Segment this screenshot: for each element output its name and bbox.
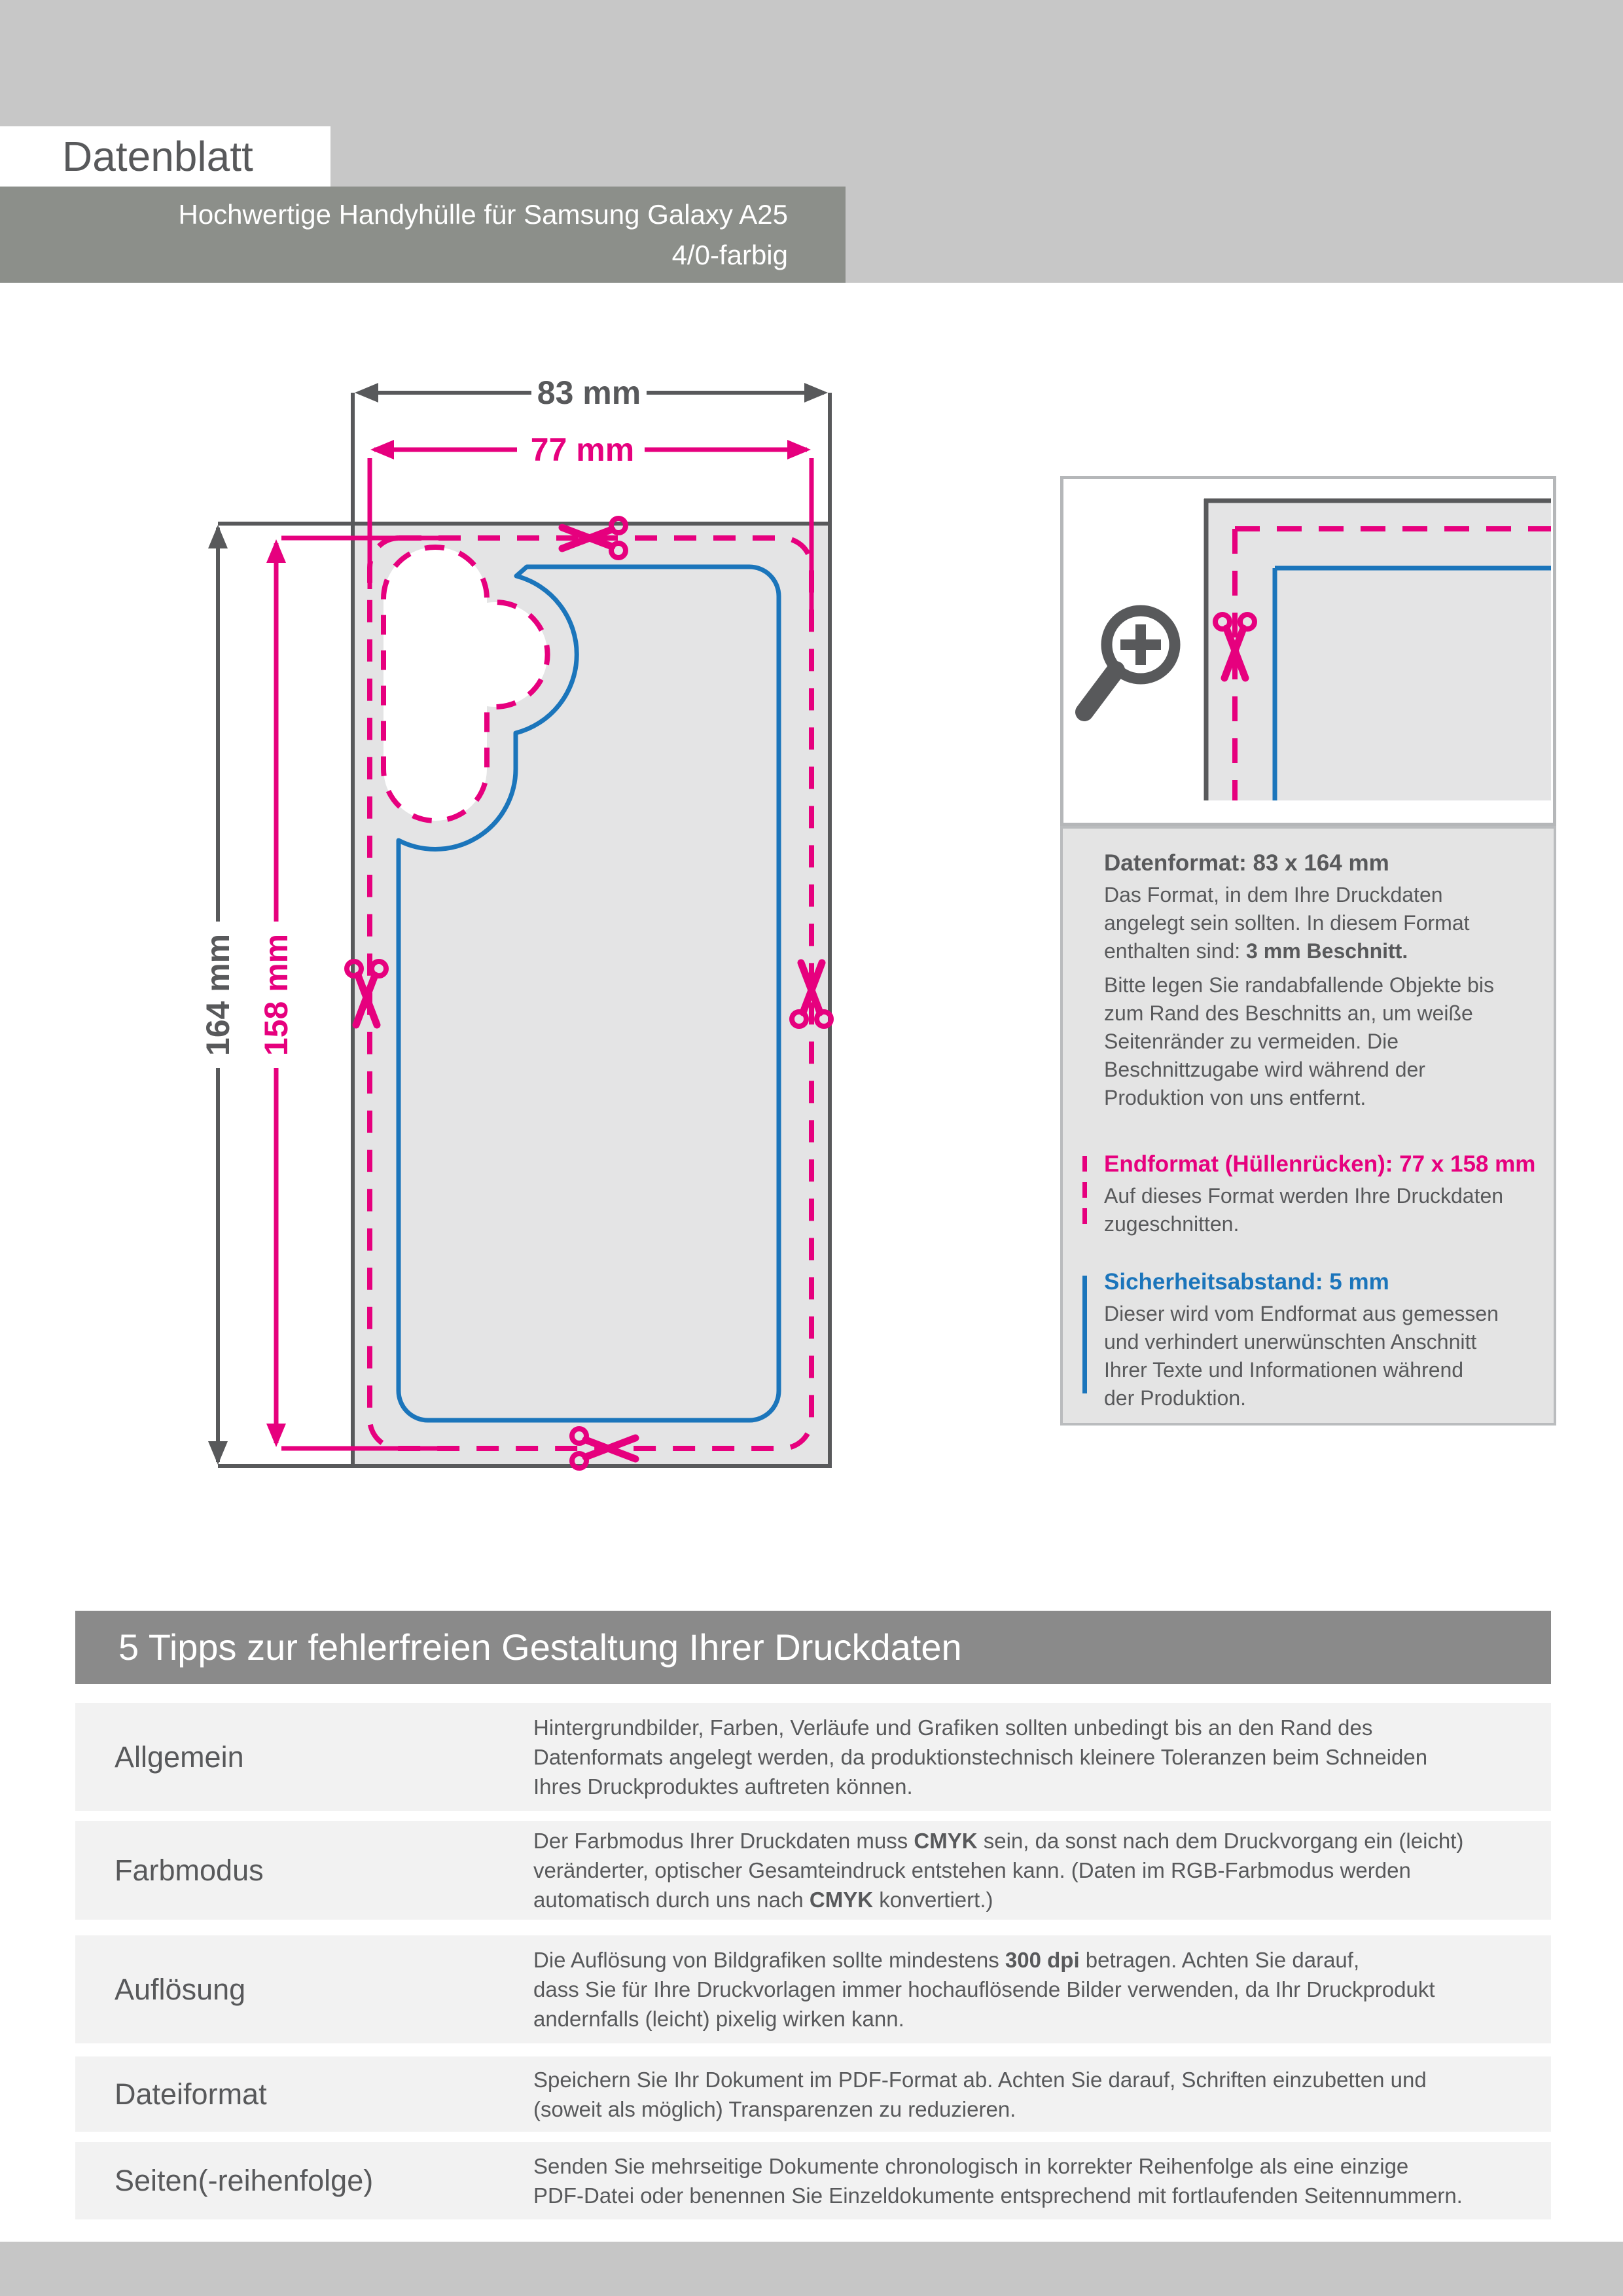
format-border <box>218 393 830 1466</box>
scissors-icon <box>347 961 386 1025</box>
page-title: Datenblatt <box>62 133 253 180</box>
color-config: 4/0-farbig <box>671 240 788 270</box>
tips-title-bar <box>75 1611 1551 1684</box>
tip-row-dateiformat <box>75 2056 1551 2132</box>
tip-row-allgemein <box>75 1703 1551 1811</box>
arrowhead-icon <box>370 440 394 459</box>
footer-band <box>0 2242 1623 2296</box>
tip-text: Speichern Sie Ihr Dokument im PDF-Format ab. Achten Sie darauf, Schriften einzubetten und (soweit als möglich) Transparenzen zu reduzieren. <box>533 2067 1427 2121</box>
datenblatt-title-box <box>0 126 330 187</box>
arrowhead-icon <box>266 539 286 563</box>
dim-label-inner-width: 77 mm <box>530 431 635 468</box>
sicherheitsabstand-body: Dieser wird vom Endformat aus gemessen und verhindert unerwünschten Anschnitt Ihrer Texte und Informationen während der Produktion. <box>1104 1302 1499 1410</box>
datenformat-heading: Datenformat: 83 x 164 mm <box>1104 850 1389 876</box>
arrowhead-icon <box>208 525 228 548</box>
dim-label-inner-height: 158 mm <box>258 933 294 1056</box>
arrowhead-icon <box>804 383 828 403</box>
arrowhead-icon <box>266 1424 286 1447</box>
tip-label: Auflösung <box>115 1972 246 2006</box>
tip-text: Die Auflösung von Bildgrafiken sollte mindestens 300 dpi betragen. Achten Sie darauf, dass Sie für Ihre Druckvorlagen immer hochauflösende Bilder verwenden, da Ihr Druckprodukt andernfalls (leicht) pixelig wirken kann. <box>533 1948 1435 2031</box>
arrowhead-icon <box>787 440 811 459</box>
tip-label: Allgemein <box>115 1740 244 1774</box>
scissors-icon <box>792 963 831 1026</box>
scissors-icon <box>562 518 626 558</box>
arrowhead-icon <box>208 1441 228 1465</box>
tips-title: 5 Tipps zur fehlerfreien Gestaltung Ihrer Druckdaten <box>118 1626 962 1668</box>
camera-cutout-hole <box>383 547 548 821</box>
zoom-detail-box <box>1060 476 1556 826</box>
dim-label-outer-width: 83 mm <box>537 374 641 411</box>
tip-text: Senden Sie mehrseitige Dokumente chronologisch in korrekter Reihenfolge als eine einzige PDF-Datei oder benennen Sie Einzeldokumente entsprechend mit fortlaufenden Seitennummern. <box>533 2154 1463 2208</box>
tip-text: Der Farbmodus Ihrer Druckdaten muss CMYK sein, da sonst nach dem Druckvorgang ein (leicht) veränderter, optischer Gesamteindruck entstehen kann. (Daten im RGB-Farbmodus werden automatisch durch uns nach CMYK konvertiert.) <box>533 1829 1464 1912</box>
sicherheitsabstand-section <box>1104 1267 1536 1412</box>
camera-cutout-cut-line <box>383 547 548 821</box>
info-panel <box>1060 826 1556 1426</box>
bleed-note-body: Bitte legen Sie randabfallende Objekte bis zum Rand des Beschnitts an, um weiße Seitenränder zu vermeiden. Die Beschnittzugabe wird während der Produktion von uns entfernt. <box>1104 973 1494 1109</box>
datenformat-section <box>1104 848 1536 965</box>
dim-label-outer-height: 164 mm <box>200 933 236 1056</box>
safety-line <box>399 567 779 1420</box>
cut-line <box>370 538 812 1448</box>
tip-text: Hintergrundbilder, Farben, Verläufe und Grafiken sollten unbedingt bis an den Rand des Datenformats angelegt werden, da produktionstechnisch kleinere Toleranzen beim Schneiden Ihres Druckproduktes auftreten können. <box>533 1715 1428 1799</box>
bleed-note-section <box>1104 971 1536 1112</box>
tip-row-farbmodus <box>75 1821 1551 1920</box>
dim-inner-height <box>276 538 445 1448</box>
sicherheitsabstand-heading: Sicherheitsabstand: 5 mm <box>1104 1269 1389 1295</box>
tip-label: Seiten(-reihenfolge) <box>115 2164 374 2197</box>
case-bleed-area <box>353 524 830 1466</box>
tip-row-aufloesung <box>75 1935 1551 2043</box>
datenformat-body: Das Format, in dem Ihre Druckdaten angelegt sein sollten. In diesem Format enthalten sind: 3 mm Beschnitt. <box>1104 883 1470 963</box>
arrowhead-icon <box>355 383 378 403</box>
tip-label: Farbmodus <box>115 1853 264 1887</box>
tip-row-seitenreihenfolge <box>75 2142 1551 2219</box>
product-name: Hochwertige Handyhülle für Samsung Galaxy A25 <box>178 199 788 230</box>
endformat-section <box>1104 1149 1536 1238</box>
endformat-heading: Endformat (Hüllenrücken): 77 x 158 mm <box>1104 1151 1536 1177</box>
product-subtitle-band <box>0 187 846 283</box>
endformat-dashed-rule <box>1082 1156 1087 1225</box>
endformat-body: Auf dieses Format werden Ihre Druckdaten zugeschnitten. <box>1104 1184 1504 1236</box>
case-template-diagram <box>200 374 831 1468</box>
header-band <box>0 0 1623 283</box>
dim-inner-width <box>370 450 812 622</box>
tip-label: Dateiformat <box>115 2077 267 2111</box>
safety-solid-rule <box>1082 1276 1087 1393</box>
scissors-icon <box>572 1429 635 1468</box>
